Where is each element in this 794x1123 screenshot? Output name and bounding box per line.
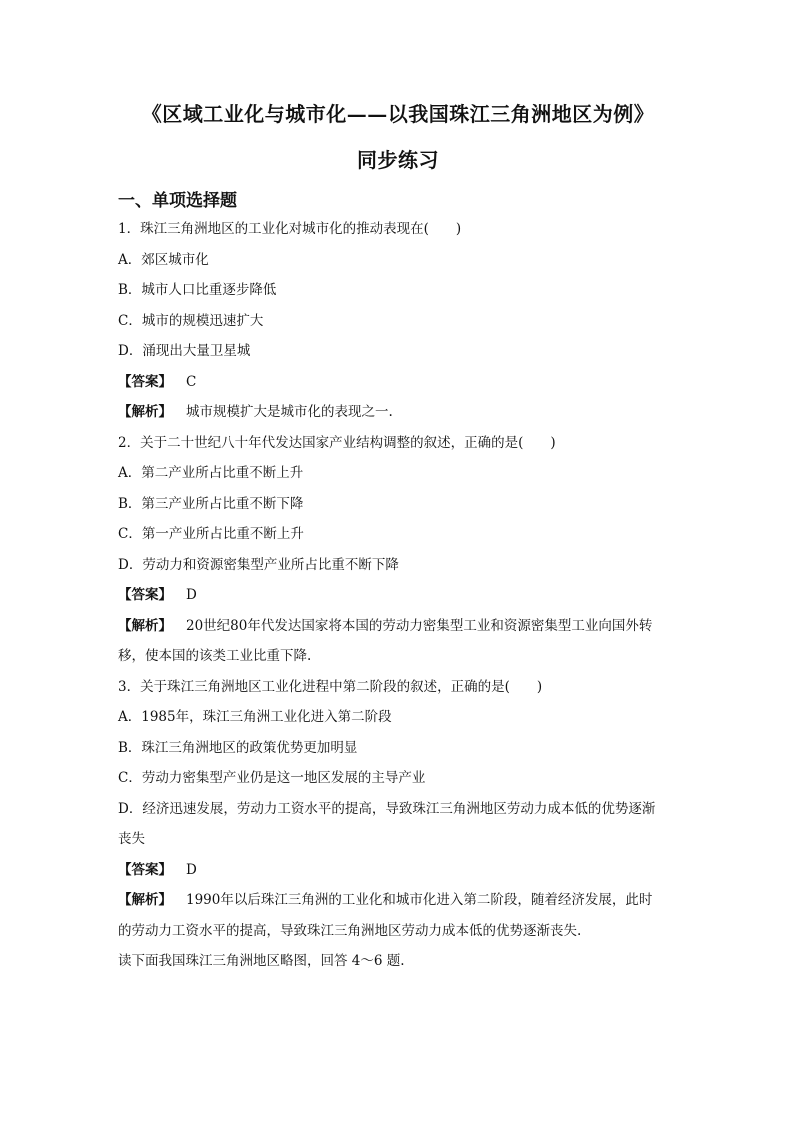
option-d: D．涌现出大量卫星城 <box>118 343 251 359</box>
option-a: A．第二产业所占比重不断上升 <box>118 465 304 481</box>
closing-instruction: 读下面我国珠江三角洲地区略图，回答 4～6 题. <box>118 953 405 969</box>
option-b: B．珠江三角洲地区的政策优势更加明显 <box>118 739 358 756</box>
question-2 <box>118 428 678 672</box>
answer-value: D <box>186 587 197 603</box>
analysis-text: 1990年以后珠江三角洲的工业化和城市化进入第二阶段，随着经济发展，此时 <box>186 892 653 908</box>
section-heading: 一、单项选择题 <box>118 191 237 211</box>
question-3 <box>118 672 678 947</box>
document-title-line1: 《区域工业化与城市化——以我国珠江三角洲地区为例》 <box>141 102 655 126</box>
option-c: C．第一产业所占比重不断上升 <box>118 526 304 542</box>
analysis-tag: 【解析】 <box>118 617 172 634</box>
answer-tag: 【答案】 <box>118 373 172 390</box>
option-a: A．郊区城市化 <box>118 251 209 268</box>
answer-tag: 【答案】 <box>118 861 172 878</box>
answer-row <box>118 580 678 611</box>
option-b: B．城市人口比重逐步降低 <box>118 282 277 298</box>
question-stem: 2．关于二十世纪八十年代发达国家产业结构调整的叙述，正确的是( ) <box>118 434 556 451</box>
analysis-continuation: 的劳动力工资水平的提高，导致珠江三角洲地区劳动力成本低的优势逐渐丧失. <box>118 922 582 939</box>
document-title-line2: 同步练习 <box>357 148 439 172</box>
answer-value: C <box>186 373 197 390</box>
analysis-row <box>118 885 678 916</box>
answer-value: D <box>186 861 197 878</box>
analysis-text: 20世纪80年代发达国家将本国的劳动力密集型工业和资源密集型工业向国外转 <box>186 617 653 634</box>
question-1 <box>118 214 678 428</box>
question-stem: 1．珠江三角洲地区的工业化对城市化的推动表现在( ) <box>118 221 462 237</box>
answer-row <box>118 855 678 886</box>
option-c: C．城市的规模迅速扩大 <box>118 312 264 329</box>
option-c: C．劳动力密集型产业仍是这一地区发展的主导产业 <box>118 770 426 786</box>
question-stem: 3．关于珠江三角洲地区工业化进程中第二阶段的叙述，正确的是( ) <box>118 678 543 695</box>
option-b: B．第三产业所占比重不断下降 <box>118 495 304 512</box>
analysis-tag: 【解析】 <box>118 404 172 420</box>
analysis-text: 城市规模扩大是城市化的表现之一. <box>186 404 393 420</box>
answer-row <box>118 367 678 398</box>
answer-tag: 【答案】 <box>118 587 172 603</box>
option-d-continuation: 丧失 <box>118 831 145 847</box>
option-d: D．经济迅速发展，劳动力工资水平的提高，导致珠江三角洲地区劳动力成本低的优势逐渐 <box>118 800 656 817</box>
analysis-row <box>118 397 678 428</box>
analysis-continuation: 移，使本国的该类工业比重下降. <box>118 648 312 664</box>
option-d: D．劳动力和资源密集型产业所占比重不断下降 <box>118 556 399 573</box>
option-a: A．1985年，珠江三角洲工业化进入第二阶段 <box>118 709 392 725</box>
document-page <box>118 100 678 977</box>
analysis-tag: 【解析】 <box>118 892 172 908</box>
analysis-row <box>118 611 678 642</box>
